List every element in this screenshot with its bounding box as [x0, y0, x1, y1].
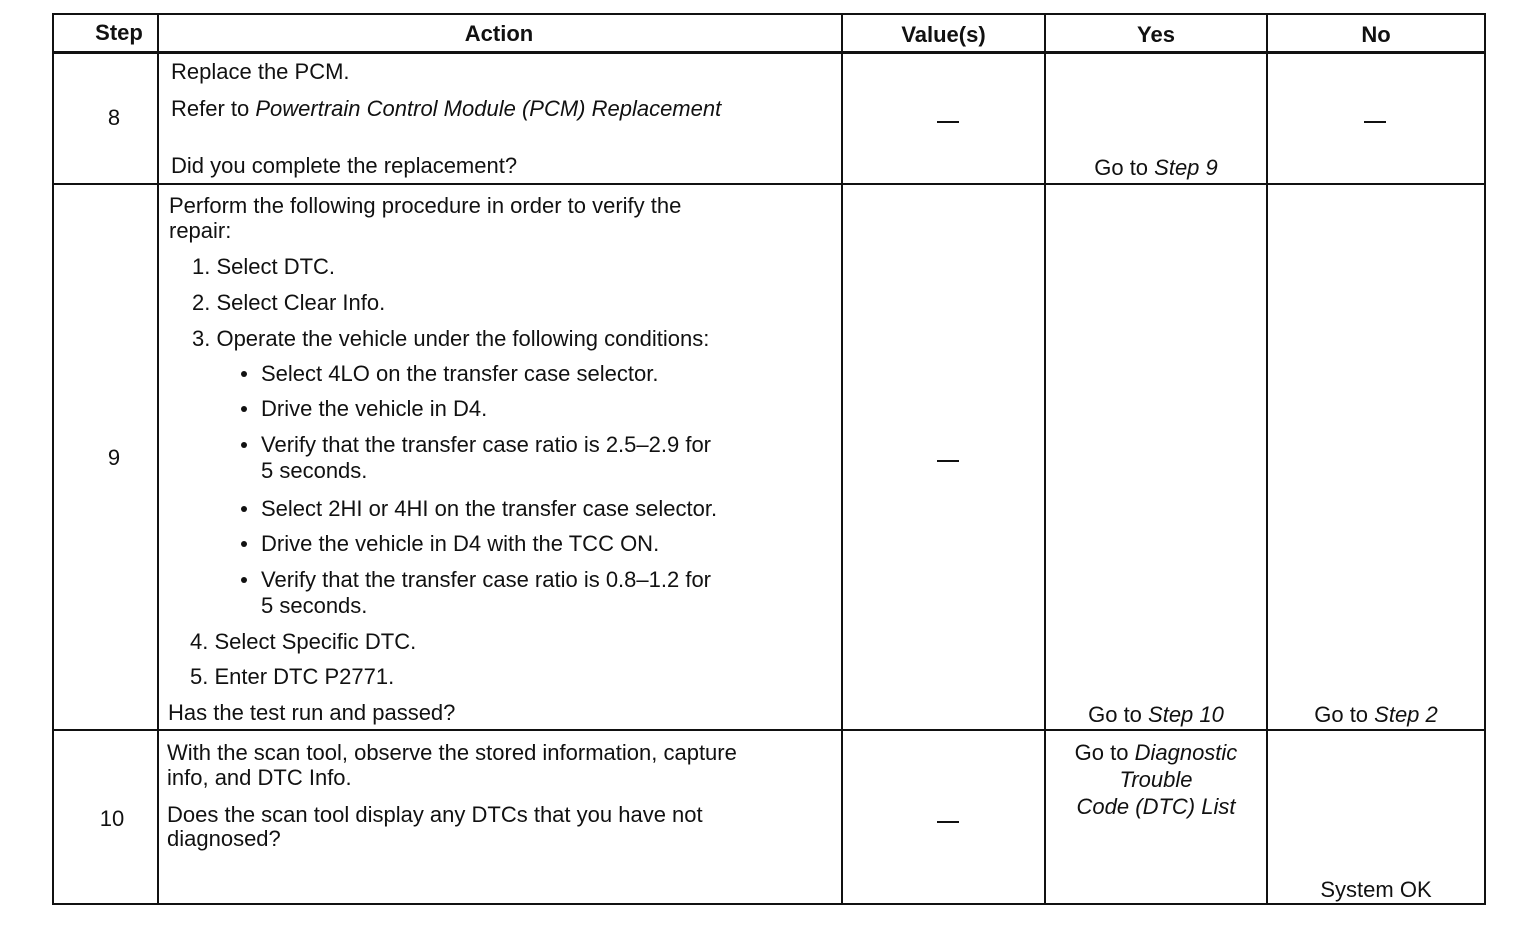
action-text: Replace the PCM. — [171, 59, 350, 84]
row-divider-9 — [54, 729, 1484, 731]
procedure-step: 1. Select DTC. — [192, 254, 336, 279]
action-intro-cont: repair: — [169, 218, 232, 243]
action-text: With the scan tool, observe the stored information, capture — [167, 740, 737, 765]
dtc-list-link-cont[interactable]: Trouble — [1119, 767, 1193, 792]
value-dash — [937, 821, 959, 823]
header-values: Value(s) — [901, 22, 986, 47]
dtc-list-link-cont[interactable]: Code (DTC) List — [1076, 794, 1236, 819]
goto-prefix: Go to — [1094, 155, 1155, 180]
bullet-icon — [241, 577, 247, 583]
goto-step-2-link[interactable]: Step 2 — [1374, 702, 1438, 727]
action-question-cont: diagnosed? — [167, 826, 281, 851]
reference-prefix: Refer to — [171, 96, 256, 121]
no-result: System OK — [1320, 877, 1432, 902]
no-goto — [1268, 702, 1484, 728]
yes-goto — [1046, 702, 1266, 728]
no-dash — [1364, 121, 1386, 123]
procedure-step: 3. Operate the vehicle under the following conditions: — [192, 326, 710, 351]
action-question: Has the test run and passed? — [168, 700, 456, 725]
goto-prefix: Go to — [1088, 702, 1149, 727]
action-text-cont: info, and DTC Info. — [167, 765, 352, 790]
condition-item: Verify that the transfer case ratio is 2.5–2.9 for — [261, 432, 712, 457]
condition-item: Drive the vehicle in D4. — [261, 396, 488, 421]
condition-item: Verify that the transfer case ratio is 0.8–1.2 for — [261, 567, 712, 592]
diagnostic-table — [52, 13, 1486, 905]
bullet-icon — [241, 442, 247, 448]
col-divider-action — [841, 15, 843, 903]
row-divider-8 — [54, 183, 1484, 185]
step-number: 9 — [107, 445, 121, 470]
header-yes: Yes — [1137, 22, 1175, 47]
col-divider-yes — [1266, 15, 1268, 903]
value-dash — [937, 460, 959, 462]
pcm-replacement-link[interactable]: Powertrain Control Module (PCM) Replacement — [255, 96, 722, 121]
condition-item-cont: 5 seconds. — [261, 458, 368, 483]
value-dash — [937, 121, 959, 123]
procedure-step: 4. Select Specific DTC. — [190, 629, 417, 654]
yes-goto — [1046, 740, 1266, 766]
action-question: Does the scan tool display any DTCs that you have not — [167, 802, 703, 827]
action-intro: Perform the following procedure in order to verify the — [169, 193, 682, 218]
header-divider — [54, 51, 1484, 54]
goto-prefix: Go to — [1074, 740, 1135, 765]
procedure-step: 2. Select Clear Info. — [192, 290, 386, 315]
step-number: 8 — [107, 105, 121, 130]
condition-item: Drive the vehicle in D4 with the TCC ON. — [261, 531, 660, 556]
goto-prefix: Go to — [1314, 702, 1375, 727]
bullet-icon — [241, 371, 247, 377]
header-step: Step — [95, 20, 143, 45]
condition-item-cont: 5 seconds. — [261, 593, 368, 618]
goto-step-10-link[interactable]: Step 10 — [1148, 702, 1224, 727]
step-number: 10 — [99, 806, 125, 831]
action-question: Did you complete the replacement? — [171, 153, 518, 178]
procedure-step: 5. Enter DTC P2771. — [190, 664, 395, 689]
yes-goto — [1046, 155, 1266, 181]
goto-step-9-link[interactable]: Step 9 — [1154, 155, 1218, 180]
dtc-list-link[interactable]: Diagnostic — [1134, 740, 1238, 765]
bullet-icon — [241, 506, 247, 512]
action-reference — [171, 96, 721, 122]
condition-item: Select 2HI or 4HI on the transfer case selector. — [261, 496, 718, 521]
header-action: Action — [464, 21, 534, 46]
bullet-icon — [241, 406, 247, 412]
bullet-icon — [241, 541, 247, 547]
condition-item: Select 4LO on the transfer case selector. — [261, 361, 659, 386]
header-no: No — [1361, 22, 1391, 47]
